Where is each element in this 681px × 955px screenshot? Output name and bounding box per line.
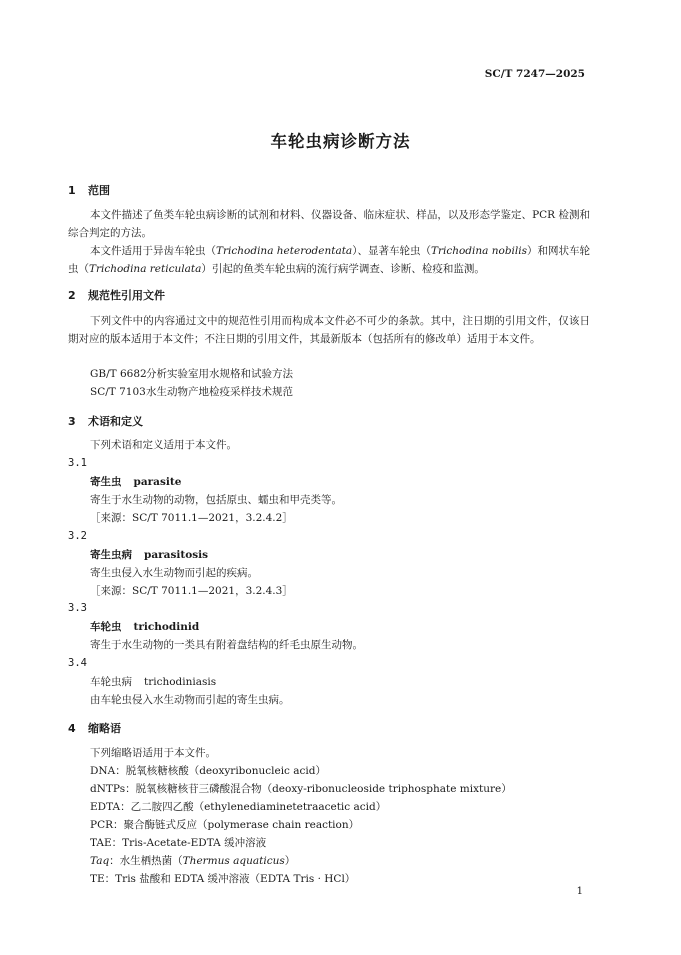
abbreviation-item (90, 853, 295, 868)
reference-code: GB/T 6682 (90, 368, 147, 380)
text-span: ）和网状车轮虫（ (68, 245, 591, 275)
text-span: 本文件适用于异齿车轮虫（ (90, 245, 216, 257)
text-span: ）引起的鱼类车轮虫病的流行病学调查、诊断、检疫和监测。 (201, 263, 485, 275)
section-title: 缩略语 (88, 722, 121, 735)
text-span: ）、显著车轮虫（ (352, 245, 431, 257)
term-source: ［来源：SC/T 7011.1—2021，3.2.4.3］ (90, 585, 293, 597)
term-entry (90, 474, 181, 489)
abbreviation-item: EDTA：乙二胺四乙酸（ethylenediaminetetraacetic acid） (90, 801, 387, 813)
page-number: 1 (576, 886, 583, 897)
normative-references-paragraph: 下列文件中的内容通过文中的规范性引用而构成本文件必不可少的条款。其中，注日期的引用文件，仅该日期对应的版本适用于本文件；不注日期的引用文件，其最新版本（包括所有的修改单）适用于本文件。 (68, 315, 590, 345)
section-title: 规范性引用文件 (88, 289, 165, 302)
abbreviation-item: TE：Tris 盐酸和 EDTA 缓冲溶液（EDTA Tris · HCl） (90, 873, 356, 885)
section-title: 范围 (88, 184, 110, 197)
section-number: 2 (68, 289, 76, 302)
abbreviations-intro: 下列缩略语适用于本文件。 (90, 747, 216, 759)
page-title: 车轮虫病诊断方法 (270, 132, 411, 151)
reference-name: 分析实验室用水规格和试验方法 (146, 368, 293, 380)
term-english: trichodinid (133, 621, 200, 633)
term-english: trichodiniasis (144, 676, 217, 688)
term-number: 3.4 (68, 657, 87, 669)
section-4-heading (68, 720, 121, 736)
text-span: ：水生栖热菌（ (109, 855, 183, 867)
term-definition: 寄生虫侵入水生动物而引起的疾病。 (90, 567, 258, 579)
term-source: ［来源：SC/T 7011.1—2021，3.2.4.2］ (90, 512, 293, 524)
term-definition: 寄生于水生动物的一类具有附着盘结构的纤毛虫原生动物。 (90, 639, 363, 651)
terms-intro: 下列术语和定义适用于本文件。 (90, 439, 237, 451)
species-name: Thermus aquaticus (182, 855, 285, 867)
document-code: SC/T 7247—2025 (484, 68, 585, 80)
reference-code: SC/T 7103 (90, 386, 146, 398)
term-chinese: 寄生虫病 (90, 549, 132, 561)
species-name: Trichodina nobilis (430, 245, 528, 257)
section-number: 4 (68, 722, 76, 735)
section-3-heading (68, 413, 143, 429)
term-definition: 由车轮虫侵入水生动物而引起的寄生虫病。 (90, 694, 290, 706)
species-name: Trichodina heterodentata (216, 245, 353, 257)
term-definition: 寄生于水生动物的动物，包括原虫、蠕虫和甲壳类等。 (90, 494, 342, 506)
term-entry (90, 674, 216, 689)
reference-item (90, 384, 293, 399)
term-number: 3.1 (68, 457, 87, 469)
species-name: Trichodina reticulata (89, 263, 202, 275)
section-number: 1 (68, 184, 76, 197)
scope-paragraph-2 (68, 242, 590, 278)
term-chinese: 车轮虫 (90, 621, 122, 633)
section-number: 3 (68, 415, 76, 428)
reference-name: 水生动物产地检疫采样技术规范 (146, 386, 293, 398)
section-title: 术语和定义 (88, 415, 143, 428)
abbreviation-item: dNTPs：脱氧核糖核苷三磷酸混合物（deoxy-ribonucleoside triphosphate mixture） (90, 783, 512, 795)
term-english: parasite (133, 476, 182, 488)
abbreviation-term: Taq (90, 855, 110, 867)
section-1-heading (68, 182, 110, 198)
term-number: 3.2 (68, 530, 87, 542)
term-english: parasitosis (144, 549, 209, 561)
term-chinese: 车轮虫病 (90, 676, 132, 688)
abbreviation-item: DNA：脱氧核糖核酸（deoxyribonucleic acid） (90, 765, 326, 777)
section-2-heading (68, 287, 165, 303)
term-entry (90, 547, 208, 562)
term-chinese: 寄生虫 (90, 476, 122, 488)
scope-paragraph-1: 本文件描述了鱼类车轮虫病诊断的试剂和材料、仪器设备、临床症状、样品，以及形态学鉴定、PCR 检测和综合判定的方法。 (68, 209, 590, 239)
text-span: ） (284, 855, 296, 867)
term-entry (90, 619, 199, 634)
reference-item (90, 366, 293, 381)
abbreviation-item: TAE：Tris-Acetate-EDTA 缓冲溶液 (90, 837, 267, 849)
term-number: 3.3 (68, 602, 87, 614)
abbreviation-item: PCR：聚合酶链式反应（polymerase chain reaction） (90, 819, 360, 831)
